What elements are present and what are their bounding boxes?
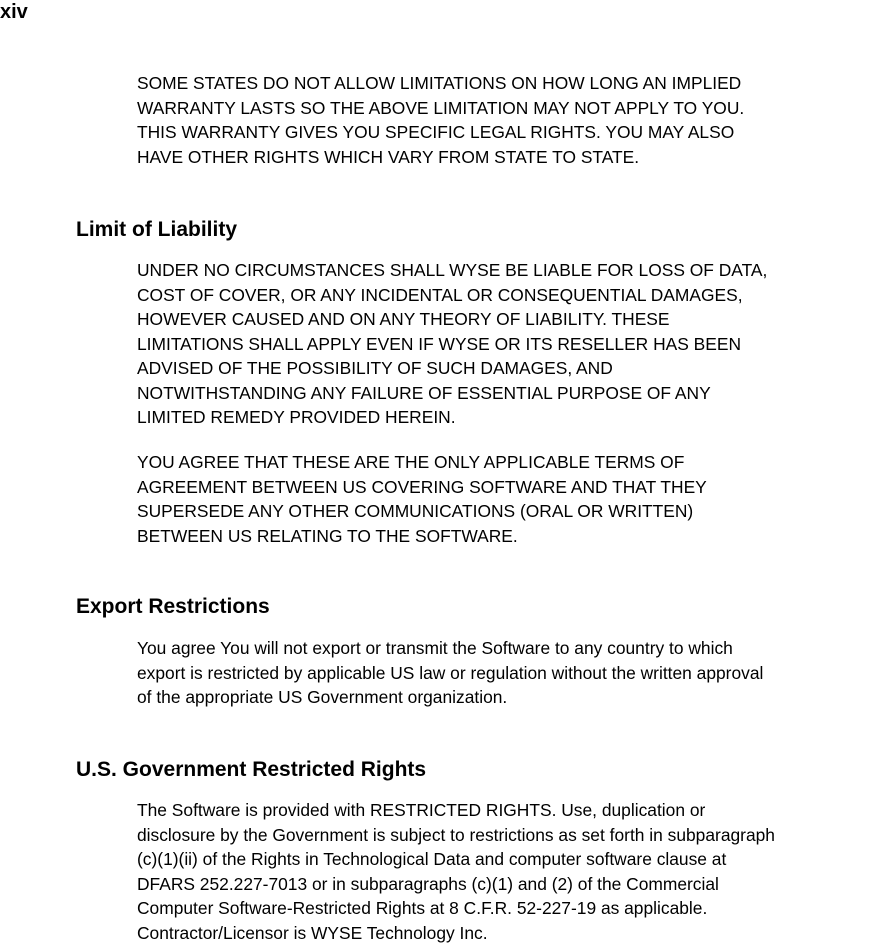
limit-of-liability-paragraph-2: YOU AGREE THAT THESE ARE THE ONLY APPLICABLE TERMS OF AGREEMENT BETWEEN US COVERING SOFTWARE AND THAT THEY SUPERSEDE ANY OTHER COMMUNICATIONS (ORAL OR WRITTEN) BETWEEN US RELATING TO THE SOFTWARE. [137, 452, 707, 546]
export-restrictions-paragraph: You agree You will not export or transmit the Software to any country to which export is restricted by applicable US law or regulation without the written approval of the appropriate US Government organization. [137, 638, 764, 707]
us-government-rights-heading: U.S. Government Restricted Rights [76, 758, 427, 781]
export-restrictions-heading: Export Restrictions [76, 595, 270, 618]
warranty-paragraph: SOME STATES DO NOT ALLOW LIMITATIONS ON HOW LONG AN IMPLIED WARRANTY LASTS SO THE ABOVE LIMITATION MAY NOT APPLY TO YOU. THIS WARRANTY GIVES YOU SPECIFIC LEGAL RIGHTS. YOU MAY ALSO HAVE OTHER RIGHTS WHICH VARY FROM STATE TO STATE. [137, 73, 745, 167]
limit-of-liability-heading: Limit of Liability [76, 218, 237, 241]
us-government-rights-paragraph: The Software is provided with RESTRICTED RIGHTS. Use, duplication or disclosure by the Government is subject to restrictions as set forth in subparagraph (c)(1)(ii) of the Rights in Technological Data and computer software clause at DFARS 252.227-7013 or in subparagraphs (c)(1) and (2) of the Commercial Computer Software-Restricted Rights at 8 C.F.R. 52-227-19 as applicable. Contractor/Licensor is WYSE Technology Inc. [137, 800, 775, 943]
limit-of-liability-paragraph-1: UNDER NO CIRCUMSTANCES SHALL WYSE BE LIABLE FOR LOSS OF DATA, COST OF COVER, OR ANY INCIDENTAL OR CONSEQUENTIAL DAMAGES, HOWEVER CAUSED AND ON ANY THEORY OF LIABILITY. THESE LIMITATIONS SHALL APPLY EVEN IF WYSE OR ITS RESELLER HAS BEEN ADVISED OF THE POSSIBILITY OF SUCH DAMAGES, AND NOTWITHSTANDING ANY FAILURE OF ESSENTIAL PURPOSE OF ANY LIMITED REMEDY PROVIDED HEREIN. [137, 260, 768, 427]
page-number: xiv [0, 1, 28, 23]
